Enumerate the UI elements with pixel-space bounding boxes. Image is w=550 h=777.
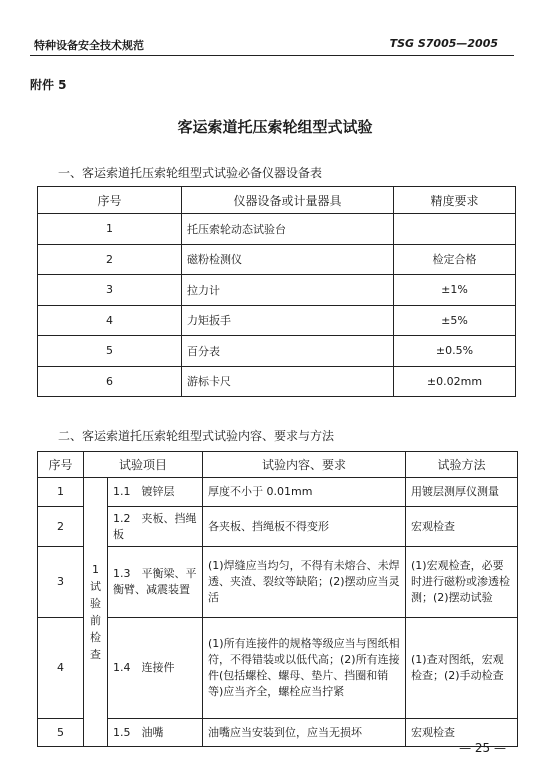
test-content: 厚度不小于 0.01mm bbox=[203, 478, 406, 507]
precision bbox=[394, 214, 516, 245]
column-header: 试验方法 bbox=[406, 452, 518, 478]
test-content: (1)焊缝应当均匀，不得有未熔合、未焊透、夹渣、裂纹等缺陷；(2)摆动应当灵活 bbox=[203, 547, 406, 618]
table-row bbox=[38, 618, 518, 719]
row-number: 3 bbox=[38, 275, 182, 306]
instrument-table bbox=[37, 186, 516, 397]
table-header-row bbox=[38, 452, 518, 478]
column-header: 试验内容、要求 bbox=[203, 452, 406, 478]
appendix-label: 附件 5 bbox=[30, 78, 67, 92]
section2-heading: 二、客运索道托压索轮组型式试验内容、要求与方法 bbox=[58, 429, 335, 443]
test-method: (1)宏观检查，必要时进行磁粉或渗透检测；(2)摆动试验 bbox=[406, 547, 518, 618]
table-row bbox=[38, 244, 516, 275]
precision: ±1% bbox=[394, 275, 516, 306]
test-content: 油嘴应当安装到位，应当无损坏 bbox=[203, 719, 406, 747]
table-row bbox=[38, 366, 516, 397]
test-content-table bbox=[37, 451, 518, 747]
row-number: 1 bbox=[38, 478, 84, 507]
test-content: (1)所有连接件的规格等级应当与图纸相符，不得错装或以低代高；(2)所有连接件(包括螺栓、螺母、垫片、挡圈和销等)应当齐全，螺栓应当拧紧 bbox=[203, 618, 406, 719]
header-right: TSG S7005—2005 bbox=[389, 37, 498, 50]
test-method: 宏观检查 bbox=[406, 507, 518, 547]
device-name: 托压索轮动态试验台 bbox=[182, 214, 394, 245]
device-name: 百分表 bbox=[182, 336, 394, 367]
test-method: (1)查对图纸，宏观检查；(2)手动检查 bbox=[406, 618, 518, 719]
header-left: 特种设备安全技术规范 bbox=[34, 39, 144, 52]
section1-heading: 一、客运索道托压索轮组型式试验必备仪器设备表 bbox=[58, 166, 323, 180]
column-header: 仪器设备或计量器具 bbox=[182, 187, 394, 214]
precision: ±0.5% bbox=[394, 336, 516, 367]
page-number: — 25 — bbox=[459, 741, 506, 755]
table-header-row bbox=[38, 187, 516, 214]
precision: ±0.02mm bbox=[394, 366, 516, 397]
row-number: 4 bbox=[38, 305, 182, 336]
group-label: 1 试验 前 检查 bbox=[84, 478, 108, 747]
table-row bbox=[38, 275, 516, 306]
table-row bbox=[38, 214, 516, 245]
test-item: 1.5 油嘴 bbox=[108, 719, 203, 747]
device-name: 游标卡尺 bbox=[182, 366, 394, 397]
test-item: 1.3 平衡梁、平衡臂、减震装置 bbox=[108, 547, 203, 618]
column-header: 试验项目 bbox=[84, 452, 203, 478]
row-number: 5 bbox=[38, 719, 84, 747]
row-number: 1 bbox=[38, 214, 182, 245]
table-row bbox=[38, 507, 518, 547]
device-name: 力矩扳手 bbox=[182, 305, 394, 336]
table-row bbox=[38, 719, 518, 747]
row-number: 2 bbox=[38, 507, 84, 547]
row-number: 3 bbox=[38, 547, 84, 618]
column-header: 序号 bbox=[38, 187, 182, 214]
row-number: 5 bbox=[38, 336, 182, 367]
row-number: 4 bbox=[38, 618, 84, 719]
device-name: 磁粉检测仪 bbox=[182, 244, 394, 275]
test-content: 各夹板、挡绳板不得变形 bbox=[203, 507, 406, 547]
test-method: 宏观检查 bbox=[406, 719, 518, 747]
table-row bbox=[38, 547, 518, 618]
device-name: 拉力计 bbox=[182, 275, 394, 306]
test-item: 1.1 镀锌层 bbox=[108, 478, 203, 507]
page-title: 客运索道托压索轮组型式试验 bbox=[177, 118, 373, 136]
header-rule bbox=[30, 55, 514, 56]
column-header: 序号 bbox=[38, 452, 84, 478]
table-row bbox=[38, 336, 516, 367]
test-item: 1.2 夹板、挡绳板 bbox=[108, 507, 203, 547]
precision: 检定合格 bbox=[394, 244, 516, 275]
test-method: 用镀层测厚仪测量 bbox=[406, 478, 518, 507]
table-row bbox=[38, 305, 516, 336]
test-item: 1.4 连接件 bbox=[108, 618, 203, 719]
table-row bbox=[38, 478, 518, 507]
row-number: 6 bbox=[38, 366, 182, 397]
row-number: 2 bbox=[38, 244, 182, 275]
precision: ±5% bbox=[394, 305, 516, 336]
column-header: 精度要求 bbox=[394, 187, 516, 214]
